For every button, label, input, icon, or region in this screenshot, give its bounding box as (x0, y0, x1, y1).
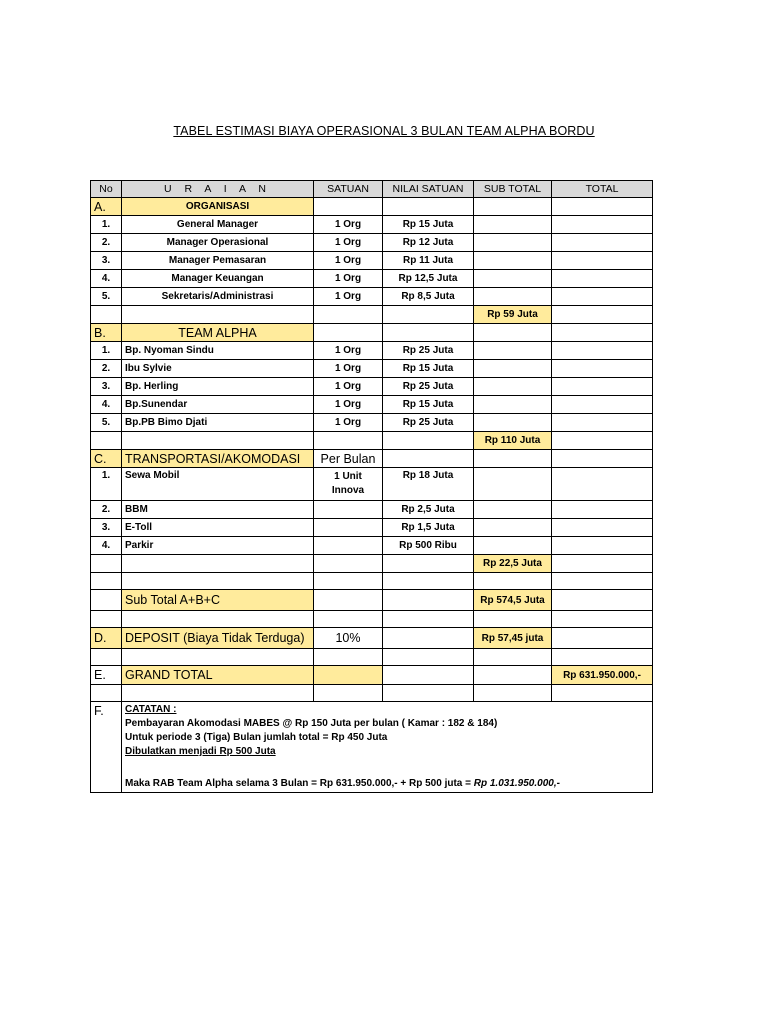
table-row (91, 360, 653, 378)
document-title: TABEL ESTIMASI BIAYA OPERASIONAL 3 BULAN TEAM ALPHA BORDU (173, 124, 595, 138)
row-no: 4. (91, 537, 122, 555)
empty-cell (314, 666, 383, 685)
empty-cell (91, 432, 122, 450)
table-header-row (91, 181, 653, 198)
empty-cell (552, 468, 653, 501)
deposit-row (91, 628, 653, 649)
empty-cell (314, 198, 383, 216)
empty-cell (474, 288, 552, 306)
empty-cell (474, 324, 552, 342)
empty-cell (122, 573, 314, 590)
section-b-subtotal-row (91, 432, 653, 450)
row-satuan (314, 468, 383, 501)
empty-cell (552, 198, 653, 216)
row-satuan: 1 Org (314, 270, 383, 288)
satuan-line-1: 1 Unit (334, 471, 362, 482)
empty-cell (474, 468, 552, 501)
row-no: 5. (91, 288, 122, 306)
note-line-3: Dibulatkan menjadi Rp 500 Juta (125, 746, 276, 757)
empty-cell (474, 270, 552, 288)
empty-cell (552, 288, 653, 306)
section-b-header (91, 324, 653, 342)
table-row (91, 288, 653, 306)
empty-cell (122, 306, 314, 324)
empty-cell (383, 555, 474, 573)
row-no: 3. (91, 519, 122, 537)
subtotal-abc-value: Rp 574,5 Juta (474, 590, 552, 611)
empty-cell (552, 501, 653, 519)
row-satuan: 1 Org (314, 216, 383, 234)
catatan-label: CATATAN : (125, 704, 177, 715)
section-d-code: D. (91, 628, 122, 649)
note-line-4-text: Maka RAB Team Alpha selama 3 Bulan = Rp 631.950.000,- + Rp 500 juta = (125, 778, 474, 789)
notes-block (122, 702, 653, 793)
empty-cell (474, 360, 552, 378)
section-a-header (91, 198, 653, 216)
empty-cell (383, 649, 474, 666)
empty-cell (314, 590, 383, 611)
empty-cell (552, 519, 653, 537)
row-nilai: Rp 25 Juta (383, 342, 474, 360)
row-no: 2. (91, 360, 122, 378)
row-nilai: Rp 25 Juta (383, 378, 474, 396)
empty-cell (314, 573, 383, 590)
empty-cell (314, 555, 383, 573)
row-satuan: 1 Org (314, 378, 383, 396)
empty-cell (474, 450, 552, 468)
row-no: 3. (91, 378, 122, 396)
empty-cell (552, 270, 653, 288)
row-no: 4. (91, 396, 122, 414)
header-no: No (91, 181, 122, 198)
empty-cell (552, 590, 653, 611)
row-no: 4. (91, 270, 122, 288)
section-c-subtotal-row (91, 555, 653, 573)
row-no: 1. (91, 468, 122, 501)
empty-cell (91, 590, 122, 611)
section-c-label: TRANSPORTASI/AKOMODASI (122, 450, 314, 468)
empty-cell (552, 573, 653, 590)
note-line-4 (125, 777, 649, 791)
empty-cell (314, 611, 383, 628)
empty-cell (314, 649, 383, 666)
section-d-value: Rp 57,45 juta (474, 628, 552, 649)
section-b-code: B. (91, 324, 122, 342)
empty-cell (552, 432, 653, 450)
header-sub-total: SUB TOTAL (474, 181, 552, 198)
subtotal-abc-row (91, 590, 653, 611)
note-gap (125, 759, 649, 777)
row-uraian: Bp. Nyoman Sindu (122, 342, 314, 360)
section-a-subtotal-row (91, 306, 653, 324)
row-satuan: 1 Org (314, 396, 383, 414)
table-row (91, 378, 653, 396)
empty-cell (314, 432, 383, 450)
row-uraian: Sewa Mobil (122, 468, 314, 501)
empty-cell (91, 573, 122, 590)
table-row (91, 414, 653, 432)
empty-cell (474, 378, 552, 396)
table-row (91, 468, 653, 501)
row-no: 1. (91, 216, 122, 234)
row-nilai: Rp 15 Juta (383, 396, 474, 414)
row-nilai: Rp 15 Juta (383, 216, 474, 234)
empty-cell (552, 414, 653, 432)
row-uraian: E-Toll (122, 519, 314, 537)
table-row (91, 537, 653, 555)
section-e-code: E. (91, 666, 122, 685)
spacer-row (91, 649, 653, 666)
table-row (91, 216, 653, 234)
empty-cell (474, 342, 552, 360)
empty-cell (314, 324, 383, 342)
notes-row (91, 702, 653, 793)
empty-cell (91, 611, 122, 628)
table-row (91, 252, 653, 270)
spacer-row (91, 611, 653, 628)
header-uraian: U R A I A N (122, 181, 314, 198)
row-satuan: 1 Org (314, 288, 383, 306)
row-nilai: Rp 2,5 Juta (383, 501, 474, 519)
row-uraian: Manager Pemasaran (122, 252, 314, 270)
empty-cell (474, 198, 552, 216)
empty-cell (552, 611, 653, 628)
empty-cell (383, 611, 474, 628)
empty-cell (91, 555, 122, 573)
row-nilai: Rp 11 Juta (383, 252, 474, 270)
empty-cell (552, 450, 653, 468)
section-d-label: DEPOSIT (Biaya Tidak Terduga) (122, 628, 314, 649)
row-satuan (314, 519, 383, 537)
row-nilai: Rp 18 Juta (383, 468, 474, 501)
empty-cell (552, 360, 653, 378)
row-satuan: 1 Org (314, 360, 383, 378)
section-b-label: TEAM ALPHA (122, 324, 314, 342)
row-satuan (314, 501, 383, 519)
empty-cell (552, 324, 653, 342)
row-no: 2. (91, 234, 122, 252)
row-uraian: Ibu Sylvie (122, 360, 314, 378)
empty-cell (122, 611, 314, 628)
empty-cell (474, 519, 552, 537)
table-row (91, 234, 653, 252)
empty-cell (552, 252, 653, 270)
empty-cell (383, 306, 474, 324)
row-uraian: General Manager (122, 216, 314, 234)
header-satuan: SATUAN (314, 181, 383, 198)
empty-cell (552, 628, 653, 649)
empty-cell (552, 396, 653, 414)
section-c-header (91, 450, 653, 468)
row-uraian: Manager Keuangan (122, 270, 314, 288)
section-c-satuan: Per Bulan (314, 450, 383, 468)
row-no: 5. (91, 414, 122, 432)
empty-cell (122, 649, 314, 666)
header-total: TOTAL (552, 181, 653, 198)
empty-cell (91, 306, 122, 324)
row-nilai: Rp 500 Ribu (383, 537, 474, 555)
section-c-code: C. (91, 450, 122, 468)
empty-cell (474, 573, 552, 590)
section-c-subtotal: Rp 22,5 Juta (474, 555, 552, 573)
section-e-label: GRAND TOTAL (122, 666, 314, 685)
empty-cell (383, 324, 474, 342)
empty-cell (383, 685, 474, 702)
note-line-1: Pembayaran Akomodasi MABES @ Rp 150 Juta per bulan ( Kamar : 182 & 184) (125, 718, 498, 729)
empty-cell (474, 666, 552, 685)
table-row (91, 396, 653, 414)
row-no: 2. (91, 501, 122, 519)
row-uraian: Bp. Herling (122, 378, 314, 396)
empty-cell (91, 649, 122, 666)
empty-cell (474, 611, 552, 628)
table-row (91, 270, 653, 288)
empty-cell (122, 432, 314, 450)
cost-table (90, 180, 653, 793)
empty-cell (383, 573, 474, 590)
empty-cell (383, 432, 474, 450)
table-row (91, 501, 653, 519)
subtotal-abc-label: Sub Total A+B+C (122, 590, 314, 611)
empty-cell (474, 649, 552, 666)
row-satuan: 1 Org (314, 234, 383, 252)
section-b-subtotal: Rp 110 Juta (474, 432, 552, 450)
empty-cell (552, 649, 653, 666)
empty-cell (122, 685, 314, 702)
empty-cell (474, 234, 552, 252)
empty-cell (474, 685, 552, 702)
empty-cell (552, 555, 653, 573)
empty-cell (314, 685, 383, 702)
empty-cell (122, 555, 314, 573)
empty-cell (474, 252, 552, 270)
grand-total-row (91, 666, 653, 685)
section-d-satuan: 10% (314, 628, 383, 649)
empty-cell (552, 216, 653, 234)
satuan-line-2: Innova (331, 485, 365, 496)
section-a-label: ORGANISASI (122, 198, 314, 216)
empty-cell (474, 414, 552, 432)
section-a-subtotal: Rp 59 Juta (474, 306, 552, 324)
empty-cell (383, 666, 474, 685)
empty-cell (383, 628, 474, 649)
header-nilai-satuan: NILAI SATUAN (383, 181, 474, 198)
empty-cell (474, 537, 552, 555)
section-f-code: F. (91, 702, 122, 793)
empty-cell (552, 234, 653, 252)
note-line-2: Untuk periode 3 (Tiga) Bulan jumlah total = Rp 450 Juta (125, 732, 388, 743)
row-uraian: Manager Operasional (122, 234, 314, 252)
row-nilai: Rp 8,5 Juta (383, 288, 474, 306)
row-no: 3. (91, 252, 122, 270)
row-satuan: 1 Org (314, 414, 383, 432)
spacer-row (91, 573, 653, 590)
row-nilai: Rp 1,5 Juta (383, 519, 474, 537)
empty-cell (474, 216, 552, 234)
empty-cell (474, 396, 552, 414)
empty-cell (474, 501, 552, 519)
empty-cell (552, 378, 653, 396)
section-a-code: A. (91, 198, 122, 216)
empty-cell (383, 198, 474, 216)
row-satuan (314, 537, 383, 555)
empty-cell (383, 590, 474, 611)
row-uraian: Sekretaris/Administrasi (122, 288, 314, 306)
row-uraian: Parkir (122, 537, 314, 555)
row-nilai: Rp 12,5 Juta (383, 270, 474, 288)
row-uraian: Bp.Sunendar (122, 396, 314, 414)
spacer-row (91, 685, 653, 702)
empty-cell (552, 342, 653, 360)
row-nilai: Rp 15 Juta (383, 360, 474, 378)
empty-cell (383, 450, 474, 468)
empty-cell (91, 685, 122, 702)
row-satuan: 1 Org (314, 342, 383, 360)
grand-total-value: Rp 631.950.000,- (552, 666, 653, 685)
empty-cell (552, 306, 653, 324)
row-uraian: BBM (122, 501, 314, 519)
row-no: 1. (91, 342, 122, 360)
row-uraian: Bp.PB Bimo Djati (122, 414, 314, 432)
empty-cell (314, 306, 383, 324)
table-row (91, 342, 653, 360)
note-line-4-total: Rp 1.031.950.000,- (473, 778, 560, 789)
empty-cell (552, 685, 653, 702)
empty-cell (552, 537, 653, 555)
table-row (91, 519, 653, 537)
row-nilai: Rp 12 Juta (383, 234, 474, 252)
row-nilai: Rp 25 Juta (383, 414, 474, 432)
row-satuan: 1 Org (314, 252, 383, 270)
